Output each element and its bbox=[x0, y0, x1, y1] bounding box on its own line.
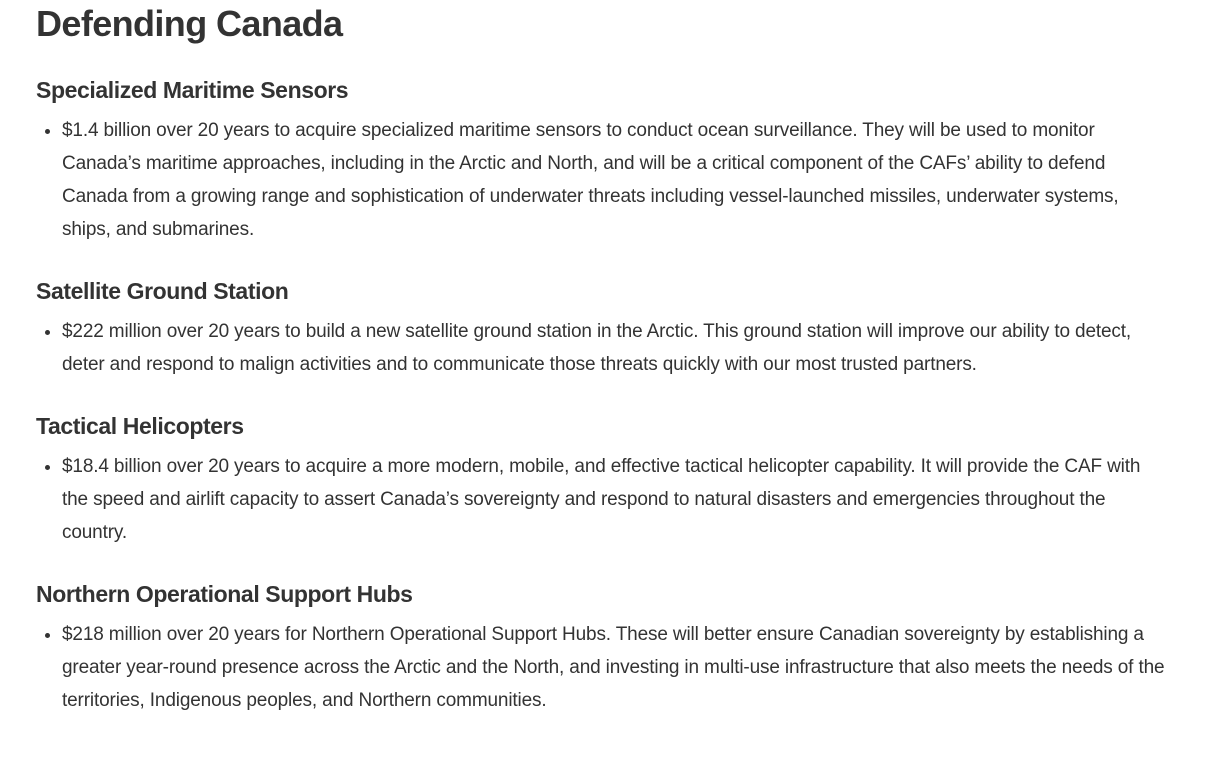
bullet-list bbox=[36, 114, 1166, 246]
list-item: • $222 million over 20 years to build a new satellite ground station in the Arctic. This ground station will improve our ability to detect, deter and respond to malign activities and to communicate those threats quickly with our most trusted partners. bbox=[62, 315, 1166, 381]
section-specialized-maritime-sensors bbox=[36, 77, 1166, 246]
section-tactical-helicopters bbox=[36, 413, 1166, 549]
list-item: • $218 million over 20 years for Northern Operational Support Hubs. These will better ensure Canadian sovereignty by establishing a greater year-round presence across the Arctic and the North, and investing in multi-use infrastructure that also meets the needs of the territories, Indigenous peoples, and Northern communities. bbox=[62, 618, 1166, 717]
section-heading-satellite-ground-station: Satellite Ground Station bbox=[36, 278, 289, 304]
page-title: Defending Canada bbox=[36, 3, 343, 44]
bullet-list bbox=[36, 315, 1166, 381]
section-satellite-ground-station bbox=[36, 278, 1166, 381]
list-item: • $1.4 billion over 20 years to acquire specialized maritime sensors to conduct ocean surveillance. They will be used to monitor Canada’s maritime approaches, including in the Arctic and North, and will be a critical component of the CAFs’ ability to defend Canada from a growing range and sophistication of underwater threats including vessel-launched missiles, underwater systems, ships, and submarines. bbox=[62, 114, 1166, 246]
section-northern-operational-support-hubs bbox=[36, 581, 1166, 717]
section-heading-northern-operational-support-hubs: Northern Operational Support Hubs bbox=[36, 581, 413, 607]
bullet-list bbox=[36, 618, 1166, 717]
bullet-list bbox=[36, 450, 1166, 549]
list-item: • $18.4 billion over 20 years to acquire a more modern, mobile, and effective tactical helicopter capability. It will provide the CAF with the speed and airlift capacity to assert Canada’s sovereignty and respond to natural disasters and emergencies throughout the country. bbox=[62, 450, 1166, 549]
section-heading-specialized-maritime-sensors: Specialized Maritime Sensors bbox=[36, 77, 349, 103]
section-heading-tactical-helicopters: Tactical Helicopters bbox=[36, 413, 244, 439]
